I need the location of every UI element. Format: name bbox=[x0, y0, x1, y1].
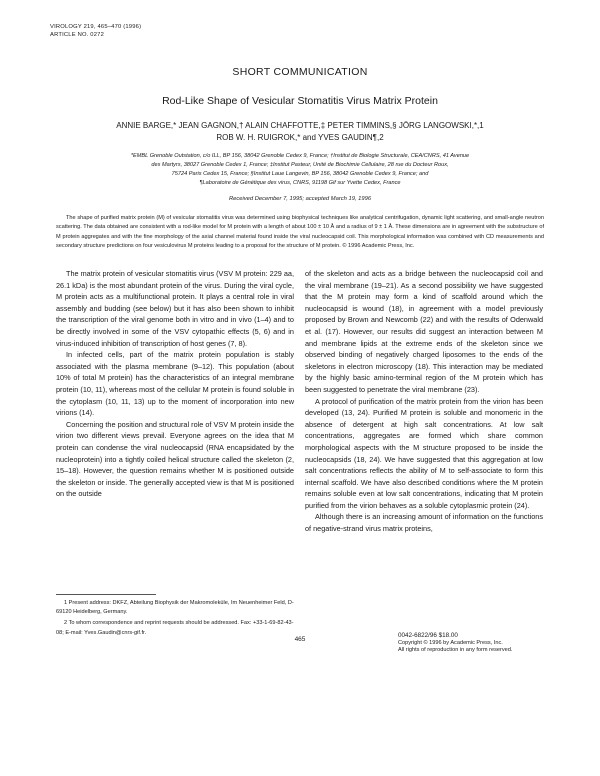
body-column-left bbox=[56, 268, 294, 500]
authors-line-2: ROB W. H. RUIGROK,* and YVES GAUDIN¶,2 bbox=[216, 132, 384, 142]
body-paragraph: A protocol of purification of the matrix protein from the virion has been developed (13, 24). Purified M protein is soluble and monomeric in the absence of detergent at high salt concentrations. At low salt concentrations, aggregates are formed which share common morphological aspects with the M structure proposed to be inside the nucleocapsids (18, 24). We have suggested that this aggregation at low salt concentrations reflects the ability of M to self-associate to form this internal scaffold. We have also described conditions where the M protein remains soluble even at low salt concentrations, indicating that M protein purified from the virion behaves as a soluble cytoplasmic protein (24). bbox=[305, 396, 543, 510]
author-list bbox=[0, 120, 600, 143]
authors-line-1: ANNIE BARGE,* JEAN GAGNON,† ALAIN CHAFFOTTE,‡ PETER TIMMINS,§ JÖRG LANGOWSKI,*,1 bbox=[116, 121, 484, 130]
rights-line: All rights of reproduction in any form reserved. bbox=[398, 647, 513, 654]
footnote-divider bbox=[56, 594, 156, 595]
affiliations bbox=[62, 152, 538, 188]
affiliation-line-4: ¶Laboratoire de Génétique des virus, CNRS, 91198 Gif sur Yvette Cedex, France bbox=[199, 180, 401, 186]
body-paragraph: Concerning the position and structural role of VSV M protein inside the virion two different views prevail. Everyone agrees on the idea that M protein can condense the viral nucleocapsid (RNA encapsidated by the nucleoprotein) into a tightly coiled helical structure called the skeleton (2, 15–18). However, the question remains whether M is positioned outside the skeleton or inside. The generally accepted view is that M is positioned on the outside bbox=[56, 419, 294, 499]
body-paragraph: of the skeleton and acts as a bridge between the nucleocapsid coil and the viral membrane (19–21). As a second possibility we have suggested that the M protein may form a kind of scaffold around which the nucleocapsid is wound (18), in agreement with a model previously proposed by Brown and Newcomb (22) and with the results of Odenwald et al. (17). However, our results did suggest an interaction between M and membrane lipids at the extreme ends of the skeleton since we observed binding of negatively charged liposomes to the ends of the skeletons in electron microscopy (18). This interaction may be mediated by the highly basic amino-terminal region of the M protein which has been suggested to penetrate the viral membrane (23). bbox=[305, 269, 543, 394]
affiliation-line-2: des Martyrs, 38027 Grenoble Cedex 1, France; ‡Institut Pasteur, Unité de Biochimie Cellulaire, 28 rue du Docteur Roux, bbox=[151, 162, 449, 168]
body-paragraph: Although there is an increasing amount of information on the functions of negative-strand virus matrix proteins, bbox=[305, 512, 543, 534]
article-type: SHORT COMMUNICATION bbox=[232, 66, 368, 78]
body-column-right bbox=[305, 268, 543, 535]
footnote-1: 1 Present address: DKFZ, Abteilung Biophysik der Makromoleküle, Im Neuenheimer Feld, D-69120 Heidelberg, Germany. bbox=[56, 600, 294, 616]
copyright-block bbox=[398, 632, 558, 655]
body-paragraph: In infected cells, part of the matrix protein population is stably associated with the plasma membrane (9–12). This population (about 10% of total M protein) has the characteristics of an integral membrane protein (10, 11), whereas most of the cellular M protein is found soluble in the cytoplasm (10, 11, 13) up to the moment of incorporation into new virions (14). bbox=[56, 350, 294, 418]
received-dates: Received December 7, 1995; accepted March 19, 1996 bbox=[228, 196, 372, 202]
copyright-line: Copyright © 1996 by Academic Press, Inc. bbox=[398, 639, 503, 646]
issn-price: 0042-6822/96 $18.00 bbox=[398, 632, 458, 639]
page-number: 465 bbox=[294, 636, 306, 643]
journal-header bbox=[50, 23, 141, 39]
abstract: The shape of purified matrix protein (M) of vesicular stomatitis virus was determined using biophysical techniques like analytical centrifugation, dynamic light scattering, and small-angle neutron scattering. The data obtained are consistent with a rod-like model for M protein with a length of about 100 ± 10 Å and a radius of 9 ± 1 Å. These dimensions are in agreement with the substructure of M protein aggregates and with the fine morphology of the axial channel material found inside the viral nucleocapsid coil. This morphological information was combined with CD measurements and secondary structure predictions on four vesiculovirus M proteins leading to a proposal for the structure of M protein. © 1996 Academic Press, Inc. bbox=[56, 215, 544, 250]
journal-citation: VIROLOGY 219, 465–470 (1996) bbox=[50, 24, 142, 30]
footnote-2: 2 To whom correspondence and reprint requests should be addressed. Fax: +33-1-69-82-43-08; E-mail: Yves.Gaudin@cnrs-gif.fr. bbox=[56, 620, 294, 636]
affiliation-line-3: 75724 Paris Cedex 15, France; §Institut Laue Langevin, BP 156, 38042 Grenoble Cedex 9, France; and bbox=[171, 171, 429, 177]
affiliation-line-1: *EMBL Grenoble Outstation, c/o ILL, BP 156, 38042 Grenoble Cedex 9, France; †Institut de Biologie Structurale, CEA/CNRS, 41 Avenue bbox=[130, 153, 470, 159]
footnotes bbox=[56, 599, 294, 640]
article-number: ARTICLE NO. 0272 bbox=[50, 32, 104, 38]
body-paragraph: The matrix protein of vesicular stomatitis virus (VSV M protein: 229 aa, 26.1 kDa) is the most abundant protein of the virus. During the viral cycle, M protein acts as a multifunctional protein. It plays a central role in viral assembly and budding (see below) but it has also been shown to inhibit the transcription of the viral genome both in vitro and in vivo (1–4) and to be directly involved in some of the VSV cytopathic effects (5, 6) and in virus-induced inhibition of transcription of host genes (7, 8). bbox=[56, 269, 294, 348]
article-title: Rod-Like Shape of Vesicular Stomatitis Virus Matrix Protein bbox=[162, 95, 438, 107]
